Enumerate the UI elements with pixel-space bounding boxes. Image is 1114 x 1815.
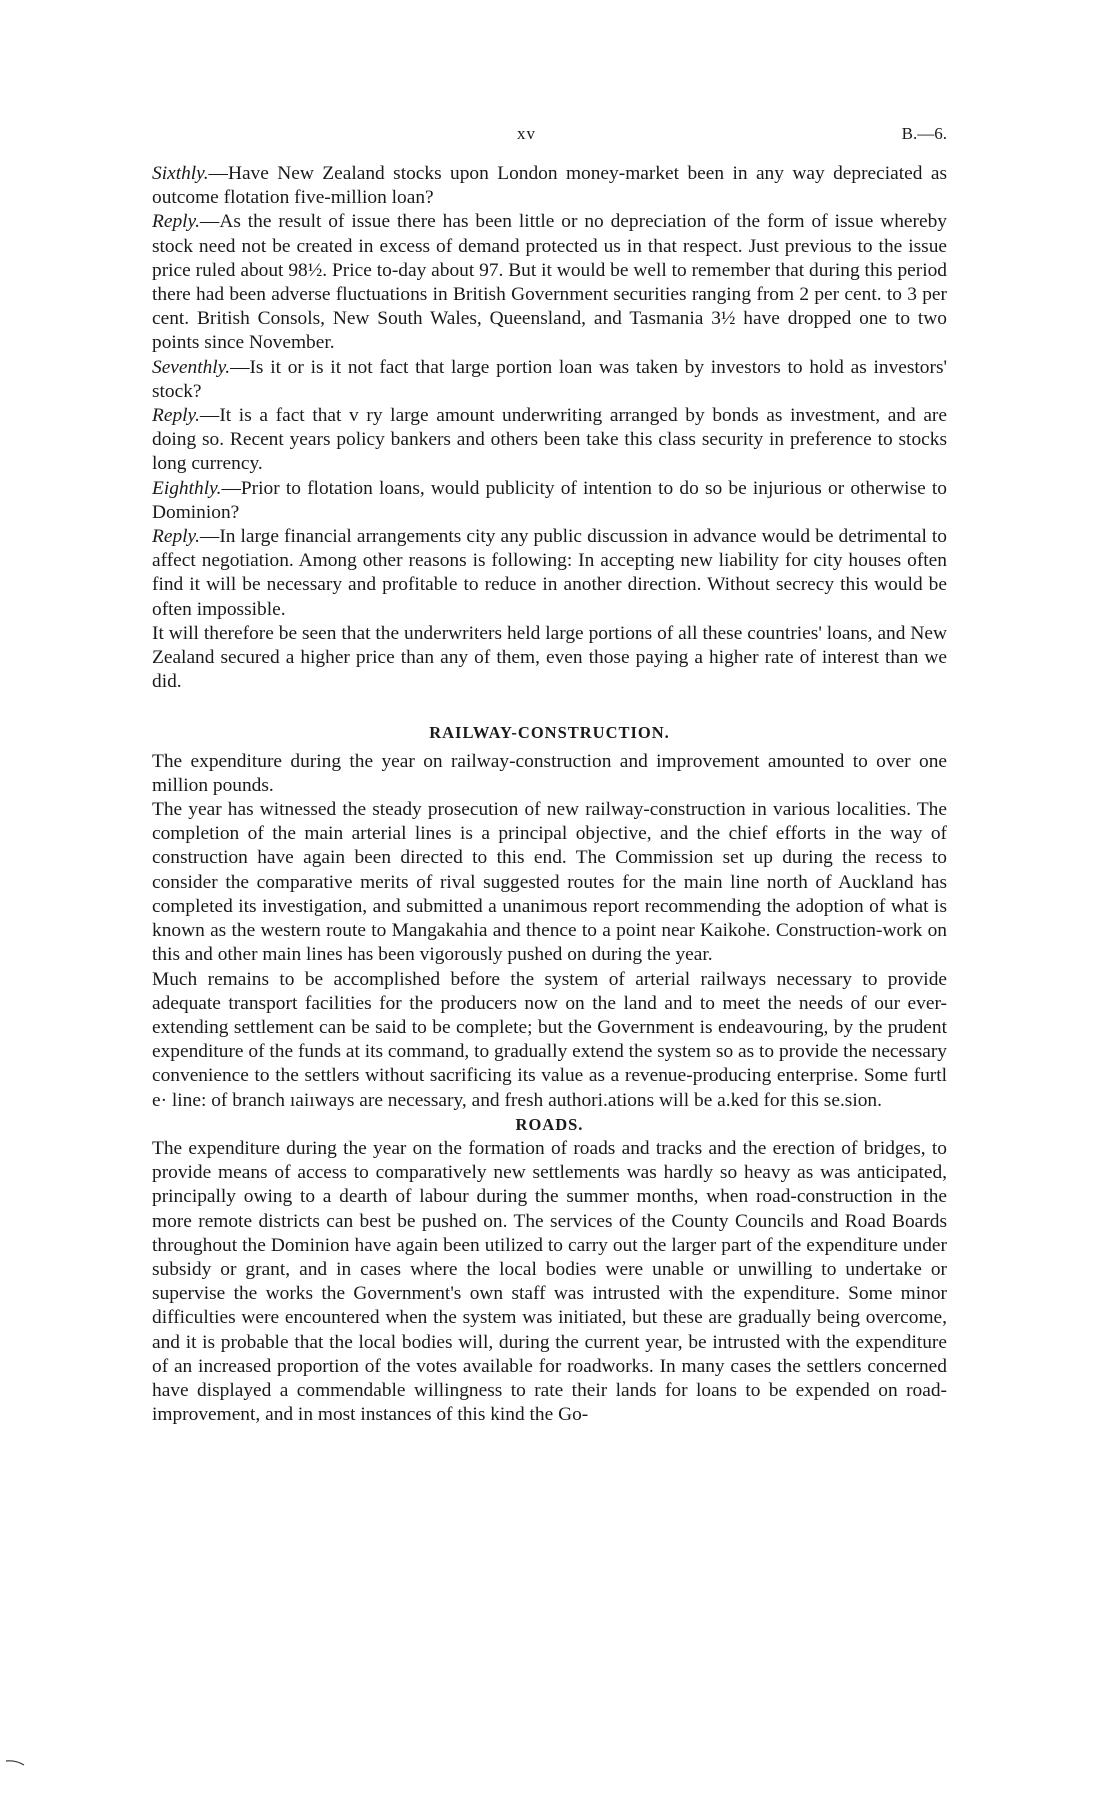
qa-paragraph bbox=[152, 525, 947, 622]
qa-lead: Reply. bbox=[152, 405, 200, 427]
qa-lead: Eighthly. bbox=[152, 477, 222, 499]
page-body bbox=[152, 162, 947, 1427]
railway-paragraph: Much remains to be accomplished before the system of arterial railways necessary to provide adequate transport facilities for the producers now on the land and to meet the needs of our ever-extending settlement can be said to be complete; but the Government is endeavouring, by the prudent expenditure of the funds at its command, to gradually extend the system so as to provide the necessary convenience to the settlers without sacrificing its value as a revenue-producing enterprise. Some furtl e· line: of branch ıaiıways are necessary, and fresh authori.ations will be a.ked for this se.sion. bbox=[152, 968, 947, 1111]
qa-paragraph bbox=[152, 210, 947, 355]
qa-paragraph bbox=[152, 162, 947, 210]
page-folio: xv bbox=[517, 124, 536, 143]
qa-lead: Seventhly. bbox=[152, 356, 231, 378]
qa-text: —Is it or is it not fact that large portion loan was taken by investors to hold as investors' stock? bbox=[152, 356, 947, 402]
qa-paragraph bbox=[152, 404, 947, 477]
qa-paragraph bbox=[152, 477, 947, 525]
margin-mark bbox=[4, 1755, 34, 1785]
qa-text: —It is a fact that v ry large amount underwriting arranged by bonds as investment, and are doing so. Recent years policy bankers and others been take this class security in preference to stocks long currency. bbox=[152, 405, 947, 475]
qa-paragraph bbox=[152, 356, 947, 404]
section-heading-railway: RAILWAY-CONSTRUCTION. bbox=[429, 723, 670, 743]
qa-text: —Prior to flotation loans, would publicity of intention to do so be injurious or otherwise to Dominion? bbox=[152, 477, 947, 523]
qa-lead: Reply. bbox=[152, 526, 200, 548]
roads-paragraph: The expenditure during the year on the formation of roads and tracks and the erection of bridges, to provide means of access to comparatively new settlements was hardly so heavy as was anticipated, principally owing to a dearth of labour during the summer months, when road-construction in the more remote districts can best be pushed on. The services of the County Councils and Road Boards throughout the Dominion have again been utilized to carry out the larger part of the expenditure under subsidy or grant, and in cases where the local bodies were unable or unwilling to undertake or supervise the works the Government's own staff was intrusted with the expenditure. Some minor difficulties were encountered when the system was initiated, but these are gradually being overcome, and it is probable that the local bodies will, during the current year, be intrusted with the expenditure of an increased proportion of the votes available for roadworks. In many cases the settlers concerned have displayed a commendable willingness to rate their lands for loans to be expended on road-improvement, and in most instances of this kind the Go- bbox=[152, 1137, 947, 1426]
railway-paragraph: The expenditure during the year on railway-construction and improvement amounted to over one million pounds. bbox=[152, 750, 947, 796]
railway-paragraph: The year has witnessed the steady prosecution of new railway-construction in various localities. The completion of the main arterial lines is a principal objective, and the chief efforts in the way of construction have again been directed to this end. The Commission set up during the recess to consider the comparative merits of rival suggested routes for the main line north of Auckland has completed its investigation, and submitted a unanimous report recommending the adoption of what is known as the western route to Mangakahia and thence to a point near Kaikohe. Construction-work on this and other main lines has been vigorously pushed on during the year. bbox=[152, 799, 947, 966]
qa-text: —In large financial arrangements city any public discussion in advance would be detrimental to affect negotiation. Among other reasons is following: In accepting new liability for city houses often find it will be necessary and profitable to reduce in another direction. Without secrecy this would be often impossible. bbox=[152, 526, 947, 620]
qa-lead: Sixthly. bbox=[152, 163, 209, 184]
qa-lead: Reply. bbox=[152, 211, 200, 233]
qa-text: —As the result of issue there has been little or no depreciation of the form of issue whereby stock need not be created in excess of demand protected us in that respect. Just previous to the issue price ruled about 98½. Price to-day about 97. But it would be well to remember that during this period there had been adverse fluctuations in British Government securities ranging from 2 per cent. to 3 per cent. British Consols, New South Wales, Queensland, and Tasmania 3½ have dropped one to two points since November. bbox=[152, 211, 947, 354]
page-header bbox=[152, 124, 947, 146]
qa-text: —Have New Zealand stocks upon London money-market been in any way depreciated as outcome flotation five-million loan? bbox=[152, 163, 947, 209]
document-reference: B.—6. bbox=[901, 124, 947, 143]
section-heading-roads: ROADS. bbox=[515, 1114, 584, 1134]
closing-paragraph: It will therefore be seen that the underwriters held large portions of all these countries' loans, and New Zealand secured a higher price than any of them, even those paying a higher rate of interest than we did. bbox=[152, 622, 947, 693]
